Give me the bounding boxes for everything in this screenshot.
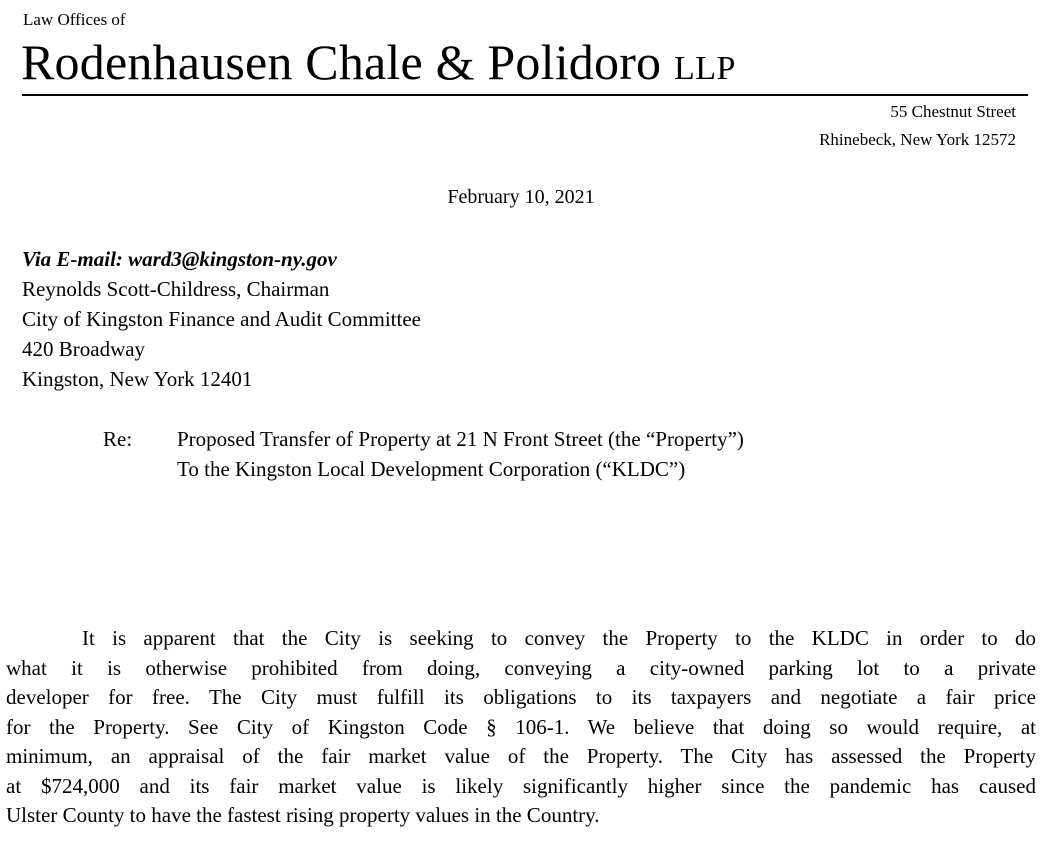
recipient-street: 420 Broadway [22,337,146,361]
re-label: Re: [103,427,133,451]
re-subject-line-1: Proposed Transfer of Property at 21 N Front Street (the “Property”) [177,427,744,451]
body-line: minimum, an appraisal of the fair market value of the Property. The City has assessed the Property [6,744,1036,768]
recipient-organization: City of Kingston Finance and Audit Committee [22,307,421,331]
body-line: what it is otherwise prohibited from doing, conveying a city-owned parking lot to a private [6,655,1036,680]
delivery-method: Via E-mail: ward3@kingston-ny.gov [22,247,337,271]
firm-name-main: Rodenhausen Chale & Polidoro [21,34,674,90]
recipient-name: Reynolds Scott-Childress, Chairman [22,277,330,301]
body-line: for the Property. See City of Kingston Code § 106-1. We believe that doing so would require, at [6,714,1036,739]
letterhead-rule [22,94,1028,96]
firm-prefix: Law Offices of [23,10,126,29]
recipient-block [22,244,421,394]
body-line: It is apparent that the City is seeking to convey the Property to the KLDC in order to do [82,626,1036,650]
firm-address-street: 55 Chestnut Street [890,102,1016,121]
body-line: Ulster County to have the fastest rising property values in the Country. [6,803,600,827]
body-line: at $724,000 and its fair market value is likely significantly higher since the pandemic has caused [6,773,1036,798]
body-paragraph [6,624,1036,831]
recipient-city: Kingston, New York 12401 [22,367,253,391]
firm-name-suffix: LLP [673,50,736,87]
letter-date: February 10, 2021 [447,186,595,208]
firm-address-city: Rhinebeck, New York 12572 [819,130,1016,149]
re-subject-line-2: To the Kingston Local Development Corporation (“KLDC”) [177,457,686,481]
body-line: developer for free. The City must fulfill its obligations to its taxpayers and negotiate a fair price [6,685,1036,709]
firm-name [21,32,736,99]
re-subject [177,424,744,484]
